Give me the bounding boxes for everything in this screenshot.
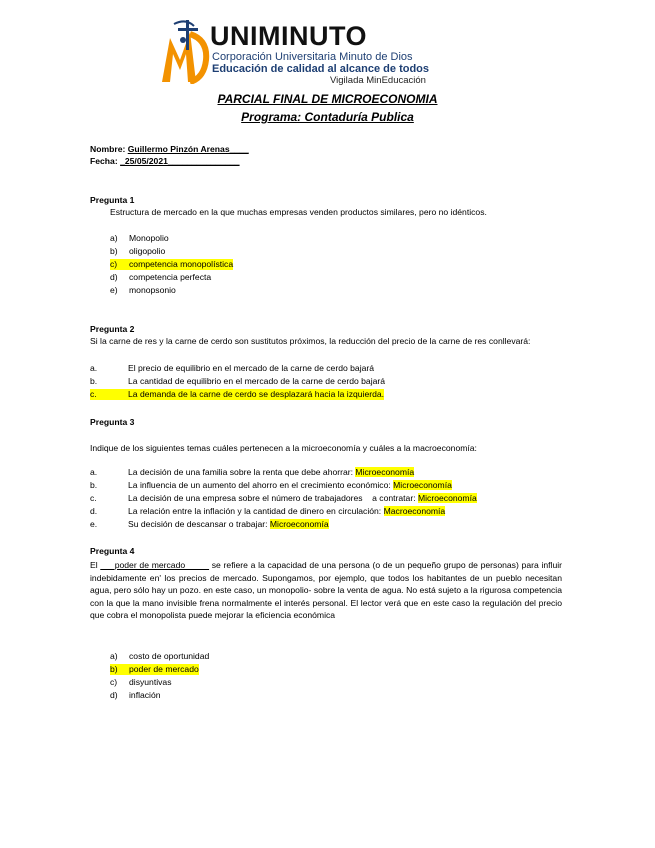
uniminuto-logo-icon (160, 20, 210, 84)
logo-vigilada: Vigilada MinEducación (330, 75, 426, 86)
q1-option-e: e) monopsonio (110, 285, 176, 295)
q3-item-e: e. Su decisión de descansar o trabajar: Microeconomía (90, 519, 329, 529)
q3-item-a: a. La decisión de una familia sobre la renta que debe ahorrar: Microeconomía (90, 467, 415, 477)
q3-heading: Pregunta 3 (90, 417, 135, 427)
logo-subtitle: Corporación Universitaria Minuto de Dios (212, 51, 413, 63)
university-logo (160, 18, 430, 88)
exam-title: PARCIAL FINAL DE MICROECONOMIA (217, 92, 438, 106)
q4-text: El ___poder de mercado_____ se refiere a la capacidad de una persona (o de un pequeño grupo de personas) para influir indebidamente en' los precios de mercado. Supongamos, por ejemplo, que todos los habitantes de un pueblo necesitan agua, pero sólo hay un pozo. en este caso, un monopolio- sobre la venta de agua. No está sujeto a la rigurosa competencia con la que la mano invisible frena normalmente el interés personal. El lector verá que en este caso la regulación del precio que cobra el monopolista puede mejorar la eficiencia económica (90, 560, 563, 620)
q1-text: Estructura de mercado en la que muchas empresas venden productos similares, pero no idénticos. (110, 207, 487, 217)
logo-name: UNIMINUTO (210, 21, 367, 51)
q3-answer-b: Microeconomía (393, 480, 452, 490)
name-value: Guillermo Pinzón Arenas____ (127, 144, 249, 154)
q3-item-d: d. La relación entre la inflación y la cantidad de dinero en circulación: Macroeconomía (90, 506, 446, 516)
q3-item-b: b. La influencia de un aumento del ahorro en el crecimiento económico: Microeconomía (90, 480, 452, 490)
date-label: Fecha: (90, 156, 118, 166)
q4-option-c: c) disyuntivas (110, 677, 172, 687)
q1-option-b: b) oligopolio (110, 246, 166, 256)
q3-text: Indique de los siguientes temas cuáles pertenecen a la microeconomía y cuáles a la macroeconomía: (90, 443, 477, 453)
q2-option-a: a. El precio de equilibrio en el mercado de la carne de cerdo bajará (90, 363, 375, 373)
q4-option-d: d) inflación (110, 690, 161, 700)
date-value: _25/05/2021_______________ (120, 156, 240, 166)
q4-option-a: a) costo de oportunidad (110, 651, 210, 661)
q3-answer-a: Microeconomía (355, 467, 415, 477)
date-row (90, 156, 240, 167)
q3-answer-e: Microeconomía (269, 519, 329, 529)
q4-blank-answer: ___poder de mercado_____ (100, 560, 210, 570)
q1-heading: Pregunta 1 (90, 195, 135, 205)
q4-heading: Pregunta 4 (90, 546, 135, 556)
name-label: Nombre: (90, 144, 126, 154)
q1-option-d: d) competencia perfecta (110, 272, 212, 282)
q2-heading: Pregunta 2 (90, 324, 135, 334)
student-name-row (90, 144, 249, 155)
q1-option-c-selected: c) competencia monopolística (110, 259, 234, 269)
q3-answer-d: Macroeconomía (383, 506, 446, 516)
program-title: Programa: Contaduría Publica (241, 110, 414, 124)
q2-option-c-selected: c. La demanda de la carne de cerdo se desplazará hacia la izquierda. (90, 389, 385, 399)
q2-text: Si la carne de res y la carne de cerdo son sustitutos próximos, la reducción del precio de la carne de res conllevará: (90, 336, 531, 346)
q1-option-a: a) Monopolio (110, 233, 169, 243)
q4-option-b-selected: b) poder de mercado (110, 664, 199, 674)
q3-item-c: c. La decisión de una empresa sobre el número de trabajadores a contratar: Microeconomía (90, 493, 477, 503)
q2-option-b: b. La cantidad de equilibrio en el mercado de la carne de cerdo bajará (90, 376, 386, 386)
logo-slogan: Educación de calidad al alcance de todos (212, 63, 430, 75)
q3-answer-c: Microeconomía (417, 493, 477, 503)
